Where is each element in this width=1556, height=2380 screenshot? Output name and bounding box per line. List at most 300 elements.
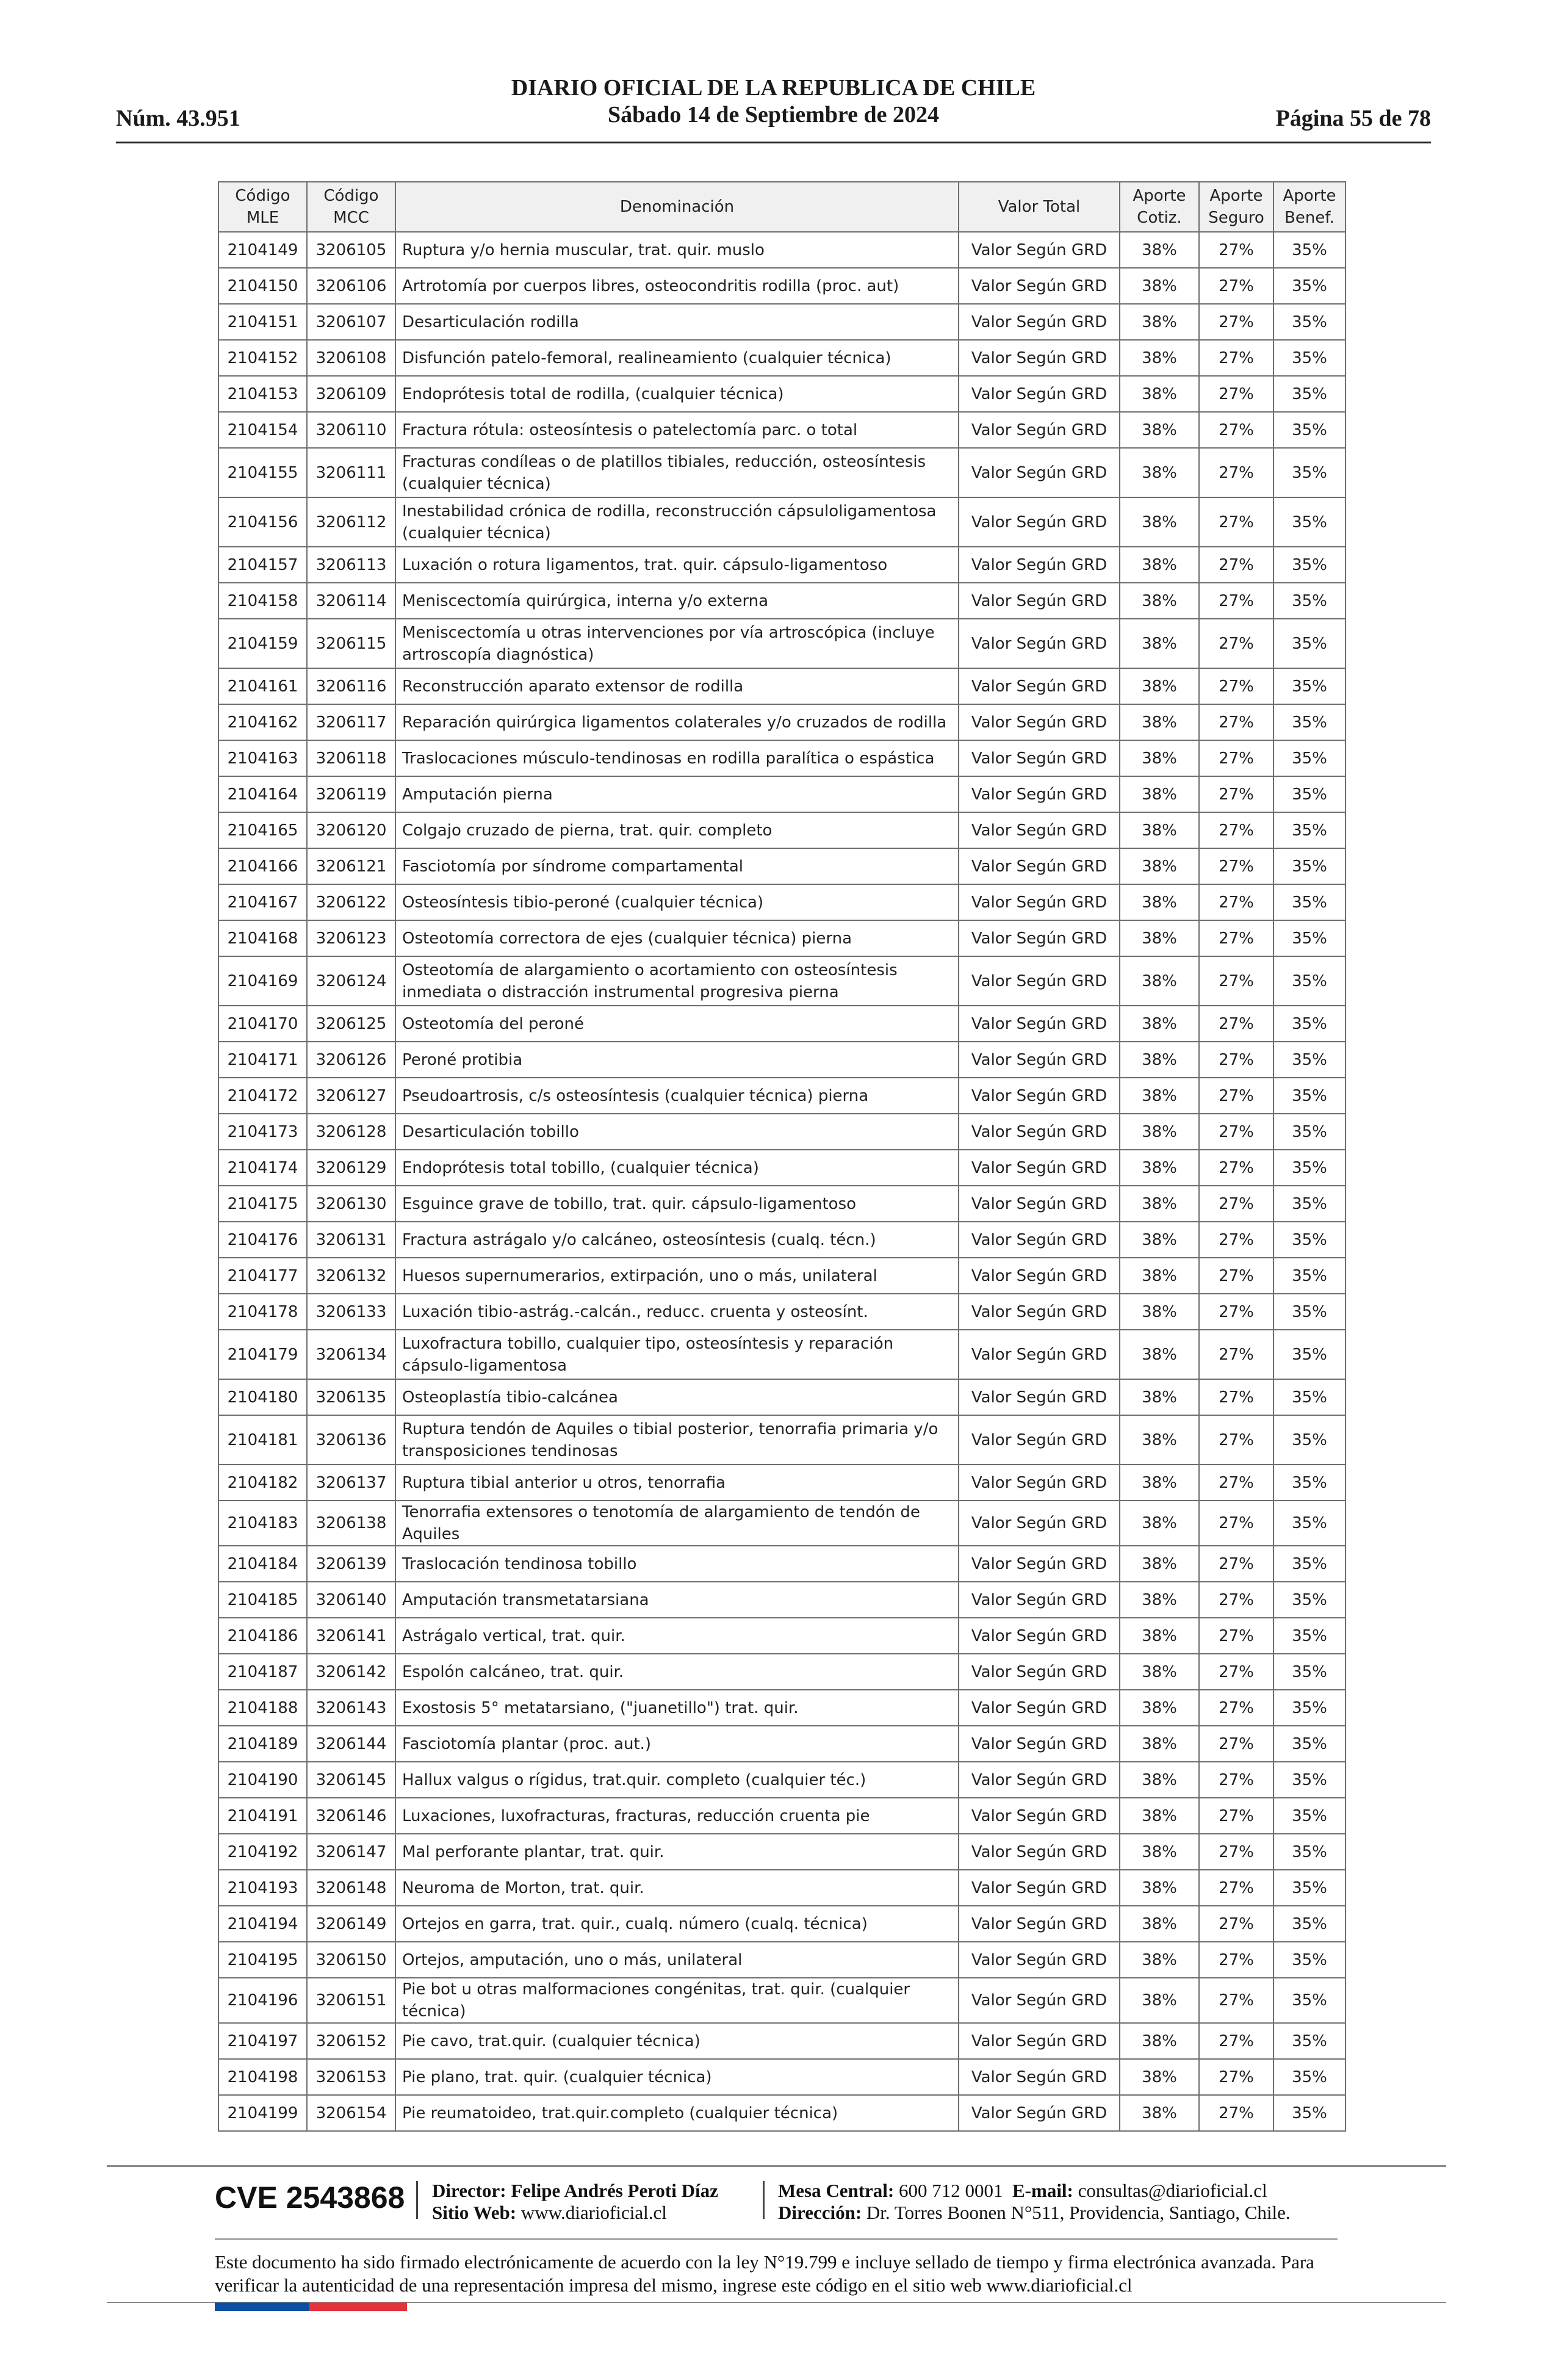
- table-row: [218, 1618, 1345, 1654]
- cell-codigo-mcc: 3206153: [307, 2059, 395, 2095]
- cell-valor-total: Valor Según GRD: [959, 268, 1120, 304]
- cell-denominacion: Neuroma de Morton, trat. quir.: [395, 1870, 959, 1906]
- cell-aporte-seguro: 27%: [1199, 1186, 1273, 1222]
- cell-denominacion: Ruptura tendón de Aquiles o tibial posterior, tenorrafia primaria y/o transposiciones tendinosas: [395, 1415, 959, 1465]
- col-header-aporte-seguro: Aporte Seguro: [1199, 182, 1273, 232]
- table-row: [218, 1834, 1345, 1870]
- cell-aporte-seguro: 27%: [1199, 1798, 1273, 1834]
- cell-denominacion: Meniscectomía u otras intervenciones por vía artroscópica (incluye artroscopía diagnóstica): [395, 619, 959, 668]
- col-header-mcc: Código MCC: [307, 182, 395, 232]
- cell-aporte-benef: 35%: [1273, 497, 1345, 547]
- cell-codigo-mcc: 3206133: [307, 1294, 395, 1330]
- cell-codigo-mcc: 3206127: [307, 1078, 395, 1114]
- cell-aporte-seguro: 27%: [1199, 1942, 1273, 1978]
- header-divider: [116, 142, 1431, 143]
- cell-aporte-seguro: 27%: [1199, 1978, 1273, 2023]
- table-row: [218, 304, 1345, 340]
- footer-separator: [416, 2181, 418, 2219]
- table-row: [218, 2059, 1345, 2095]
- cell-codigo-mle: 2104178: [218, 1294, 307, 1330]
- table-row: [218, 668, 1345, 704]
- cell-valor-total: Valor Según GRD: [959, 619, 1120, 668]
- cell-codigo-mle: 2104176: [218, 1222, 307, 1258]
- cell-aporte-benef: 35%: [1273, 920, 1345, 956]
- cell-codigo-mcc: 3206129: [307, 1150, 395, 1186]
- cell-aporte-benef: 35%: [1273, 704, 1345, 740]
- cell-codigo-mcc: 3206119: [307, 776, 395, 812]
- table-row: [218, 1415, 1345, 1465]
- table-row: [218, 956, 1345, 1006]
- cell-aporte-benef: 35%: [1273, 740, 1345, 776]
- table-row: [218, 776, 1345, 812]
- cell-denominacion: Reconstrucción aparato extensor de rodilla: [395, 668, 959, 704]
- cell-aporte-benef: 35%: [1273, 1078, 1345, 1114]
- cell-aporte-cotiz: 38%: [1120, 956, 1199, 1006]
- cell-codigo-mle: 2104166: [218, 848, 307, 884]
- cell-codigo-mcc: 3206110: [307, 412, 395, 448]
- cell-aporte-seguro: 27%: [1199, 1114, 1273, 1150]
- cell-codigo-mcc: 3206114: [307, 583, 395, 619]
- cell-codigo-mcc: 3206138: [307, 1501, 395, 1546]
- cell-codigo-mle: 2104157: [218, 547, 307, 583]
- cell-valor-total: Valor Según GRD: [959, 1762, 1120, 1798]
- cell-codigo-mle: 2104186: [218, 1618, 307, 1654]
- table-row: [218, 848, 1345, 884]
- cell-valor-total: Valor Según GRD: [959, 583, 1120, 619]
- cell-denominacion: Pie bot u otras malformaciones congénitas, trat. quir. (cualquier técnica): [395, 1978, 959, 2023]
- cell-aporte-cotiz: 38%: [1120, 547, 1199, 583]
- cell-codigo-mle: 2104161: [218, 668, 307, 704]
- website-link[interactable]: www.diarioficial.cl: [520, 2202, 667, 2223]
- cell-aporte-cotiz: 38%: [1120, 1654, 1199, 1690]
- cell-aporte-benef: 35%: [1273, 1906, 1345, 1942]
- cell-aporte-cotiz: 38%: [1120, 812, 1199, 848]
- cell-aporte-benef: 35%: [1273, 1379, 1345, 1415]
- cell-aporte-seguro: 27%: [1199, 1006, 1273, 1042]
- legal-notice: Este documento ha sido firmado electrónicamente de acuerdo con la ley N°19.799 e incluye sellado de tiempo y firma electrónica avanzada. Para verificar la autenticidad de una representación impresa del mismo, ingrese este código en el sitio web www.diarioficial.cl: [215, 2251, 1314, 2296]
- cell-codigo-mcc: 3206109: [307, 376, 395, 412]
- cve-code: CVE 2543868: [215, 2180, 405, 2215]
- cell-aporte-benef: 35%: [1273, 304, 1345, 340]
- table-row: [218, 1546, 1345, 1582]
- cell-codigo-mle: 2104154: [218, 412, 307, 448]
- cell-codigo-mle: 2104163: [218, 740, 307, 776]
- footer-director-block: Director: Felipe Andrés Peroti Díaz Sitio Web: www.diarioficial.cl: [432, 2180, 718, 2223]
- cell-codigo-mle: 2104151: [218, 304, 307, 340]
- cell-aporte-cotiz: 38%: [1120, 1114, 1199, 1150]
- cell-valor-total: Valor Según GRD: [959, 2023, 1120, 2059]
- cell-denominacion: Artrotomía por cuerpos libres, osteocondritis rodilla (proc. aut): [395, 268, 959, 304]
- col-header-denominacion: Denominación: [395, 182, 959, 232]
- table-row: [218, 704, 1345, 740]
- cell-denominacion: Luxación tibio-astrág.-calcán., reducc. cruenta y osteosínt.: [395, 1294, 959, 1330]
- cell-aporte-benef: 35%: [1273, 1294, 1345, 1330]
- cell-aporte-seguro: 27%: [1199, 1042, 1273, 1078]
- cell-aporte-cotiz: 38%: [1120, 497, 1199, 547]
- cell-aporte-benef: 35%: [1273, 1114, 1345, 1150]
- cell-codigo-mcc: 3206108: [307, 340, 395, 376]
- cell-aporte-benef: 35%: [1273, 1798, 1345, 1834]
- cell-aporte-seguro: 27%: [1199, 1546, 1273, 1582]
- cell-denominacion: Colgajo cruzado de pierna, trat. quir. completo: [395, 812, 959, 848]
- procedures-table: [218, 181, 1346, 2132]
- cell-aporte-seguro: 27%: [1199, 2059, 1273, 2095]
- cell-aporte-cotiz: 38%: [1120, 1415, 1199, 1465]
- cell-aporte-cotiz: 38%: [1120, 1726, 1199, 1762]
- cell-aporte-cotiz: 38%: [1120, 1330, 1199, 1379]
- cell-aporte-seguro: 27%: [1199, 1690, 1273, 1726]
- cell-codigo-mcc: 3206139: [307, 1546, 395, 1582]
- table-row: [218, 1762, 1345, 1798]
- cell-denominacion: Fasciotomía por síndrome compartamental: [395, 848, 959, 884]
- cell-aporte-seguro: 27%: [1199, 1078, 1273, 1114]
- cell-codigo-mle: 2104187: [218, 1654, 307, 1690]
- cell-codigo-mcc: 3206106: [307, 268, 395, 304]
- cell-codigo-mcc: 3206131: [307, 1222, 395, 1258]
- cell-aporte-cotiz: 38%: [1120, 232, 1199, 268]
- cell-aporte-seguro: 27%: [1199, 268, 1273, 304]
- cell-valor-total: Valor Según GRD: [959, 497, 1120, 547]
- cell-denominacion: Ruptura y/o hernia muscular, trat. quir. muslo: [395, 232, 959, 268]
- cell-aporte-benef: 35%: [1273, 812, 1345, 848]
- cell-codigo-mle: 2104172: [218, 1078, 307, 1114]
- cell-denominacion: Fracturas condíleas o de platillos tibiales, reducción, osteosíntesis (cualquier técnica): [395, 448, 959, 497]
- cell-codigo-mle: 2104191: [218, 1798, 307, 1834]
- table-row: [218, 1042, 1345, 1078]
- cell-denominacion: Osteotomía del peroné: [395, 1006, 959, 1042]
- cell-denominacion: Traslocación tendinosa tobillo: [395, 1546, 959, 1582]
- cell-aporte-benef: 35%: [1273, 1186, 1345, 1222]
- cell-aporte-benef: 35%: [1273, 1042, 1345, 1078]
- table-row: [218, 1906, 1345, 1942]
- cell-denominacion: Amputación pierna: [395, 776, 959, 812]
- cell-denominacion: Endoprótesis total tobillo, (cualquier técnica): [395, 1150, 959, 1186]
- cell-codigo-mcc: 3206132: [307, 1258, 395, 1294]
- cell-aporte-benef: 35%: [1273, 376, 1345, 412]
- cell-denominacion: Meniscectomía quirúrgica, interna y/o externa: [395, 583, 959, 619]
- table-row: [218, 1222, 1345, 1258]
- cell-codigo-mle: 2104153: [218, 376, 307, 412]
- table-row: [218, 740, 1345, 776]
- cell-aporte-seguro: 27%: [1199, 1258, 1273, 1294]
- cell-aporte-seguro: 27%: [1199, 583, 1273, 619]
- cell-denominacion: Astrágalo vertical, trat. quir.: [395, 1618, 959, 1654]
- cell-denominacion: Traslocaciones músculo-tendinosas en rodilla paralítica o espástica: [395, 740, 959, 776]
- col-header-aporte-benef: Aporte Benef.: [1273, 182, 1345, 232]
- cell-aporte-benef: 35%: [1273, 1726, 1345, 1762]
- cell-valor-total: Valor Según GRD: [959, 1546, 1120, 1582]
- cell-aporte-benef: 35%: [1273, 268, 1345, 304]
- cell-denominacion: Osteosíntesis tibio-peroné (cualquier técnica): [395, 884, 959, 920]
- cell-aporte-benef: 35%: [1273, 1222, 1345, 1258]
- cell-codigo-mle: 2104165: [218, 812, 307, 848]
- cell-valor-total: Valor Según GRD: [959, 740, 1120, 776]
- cell-aporte-benef: 35%: [1273, 619, 1345, 668]
- cell-denominacion: Reparación quirúrgica ligamentos colaterales y/o cruzados de rodilla: [395, 704, 959, 740]
- cell-valor-total: Valor Según GRD: [959, 776, 1120, 812]
- cell-aporte-cotiz: 38%: [1120, 2059, 1199, 2095]
- page-number: Página 55 de 78: [1275, 106, 1431, 131]
- cell-valor-total: Valor Según GRD: [959, 232, 1120, 268]
- col-header-mle: Código MLE: [218, 182, 307, 232]
- cell-denominacion: Exostosis 5° metatarsiano, ("juanetillo") trat. quir.: [395, 1690, 959, 1726]
- cell-codigo-mle: 2104193: [218, 1870, 307, 1906]
- cell-codigo-mcc: 3206144: [307, 1726, 395, 1762]
- cell-codigo-mle: 2104150: [218, 268, 307, 304]
- cell-denominacion: Amputación transmetatarsiana: [395, 1582, 959, 1618]
- cell-aporte-benef: 35%: [1273, 1258, 1345, 1294]
- cell-aporte-cotiz: 38%: [1120, 1762, 1199, 1798]
- cell-aporte-seguro: 27%: [1199, 920, 1273, 956]
- cell-aporte-seguro: 27%: [1199, 1618, 1273, 1654]
- cell-aporte-cotiz: 38%: [1120, 704, 1199, 740]
- footer-contact-block: Mesa Central: 600 712 0001 E-mail: consultas@diarioficial.cl Dirección: Dr. Torres Boonen N°511, Providencia, Santiago, Chile.: [778, 2180, 1291, 2223]
- cell-aporte-seguro: 27%: [1199, 956, 1273, 1006]
- table-row: [218, 1798, 1345, 1834]
- page-header: [116, 74, 1431, 143]
- cell-denominacion: Hallux valgus o rígidus, trat.quir. completo (cualquier téc.): [395, 1762, 959, 1798]
- table-row: [218, 1330, 1345, 1379]
- cell-codigo-mcc: 3206126: [307, 1042, 395, 1078]
- cell-denominacion: Espolón calcáneo, trat. quir.: [395, 1654, 959, 1690]
- cell-aporte-benef: 35%: [1273, 2059, 1345, 2095]
- cell-denominacion: Desarticulación tobillo: [395, 1114, 959, 1150]
- cell-codigo-mle: 2104171: [218, 1042, 307, 1078]
- cell-codigo-mcc: 3206143: [307, 1690, 395, 1726]
- cell-codigo-mle: 2104182: [218, 1465, 307, 1501]
- cell-codigo-mle: 2104156: [218, 497, 307, 547]
- cell-codigo-mle: 2104198: [218, 2059, 307, 2095]
- cell-valor-total: Valor Según GRD: [959, 412, 1120, 448]
- cell-aporte-benef: 35%: [1273, 848, 1345, 884]
- cell-aporte-benef: 35%: [1273, 232, 1345, 268]
- table-row: [218, 920, 1345, 956]
- cell-aporte-seguro: 27%: [1199, 740, 1273, 776]
- cell-aporte-benef: 35%: [1273, 2023, 1345, 2059]
- cell-valor-total: Valor Según GRD: [959, 1501, 1120, 1546]
- cell-aporte-benef: 35%: [1273, 1465, 1345, 1501]
- cell-aporte-cotiz: 38%: [1120, 1258, 1199, 1294]
- table-row: [218, 2023, 1345, 2059]
- cell-aporte-seguro: 27%: [1199, 1379, 1273, 1415]
- cell-valor-total: Valor Según GRD: [959, 1870, 1120, 1906]
- cell-aporte-cotiz: 38%: [1120, 1379, 1199, 1415]
- table-row: [218, 1186, 1345, 1222]
- cell-aporte-benef: 35%: [1273, 340, 1345, 376]
- cell-valor-total: Valor Según GRD: [959, 1078, 1120, 1114]
- cell-aporte-benef: 35%: [1273, 1006, 1345, 1042]
- cell-valor-total: Valor Según GRD: [959, 1186, 1120, 1222]
- cell-aporte-benef: 35%: [1273, 448, 1345, 497]
- cell-aporte-seguro: 27%: [1199, 619, 1273, 668]
- cell-denominacion: Tenorrafia extensores o tenotomía de alargamiento de tendón de Aquiles: [395, 1501, 959, 1546]
- table-row: [218, 583, 1345, 619]
- cell-denominacion: Huesos supernumerarios, extirpación, uno o más, unilateral: [395, 1258, 959, 1294]
- cell-aporte-seguro: 27%: [1199, 776, 1273, 812]
- cell-valor-total: Valor Según GRD: [959, 340, 1120, 376]
- cell-valor-total: Valor Según GRD: [959, 848, 1120, 884]
- cell-aporte-cotiz: 38%: [1120, 1978, 1199, 2023]
- cell-codigo-mcc: 3206128: [307, 1114, 395, 1150]
- cell-aporte-benef: 35%: [1273, 1582, 1345, 1618]
- cell-codigo-mle: 2104195: [218, 1942, 307, 1978]
- email-link[interactable]: consultas@diarioficial.cl: [1078, 2180, 1267, 2201]
- cell-codigo-mcc: 3206125: [307, 1006, 395, 1042]
- cell-codigo-mle: 2104183: [218, 1501, 307, 1546]
- cell-denominacion: Pie reumatoideo, trat.quir.completo (cualquier técnica): [395, 2095, 959, 2131]
- flag-bar-blue: [215, 2302, 309, 2311]
- table-row: [218, 1379, 1345, 1415]
- cell-valor-total: Valor Según GRD: [959, 1379, 1120, 1415]
- table-row: [218, 268, 1345, 304]
- cell-aporte-cotiz: 38%: [1120, 412, 1199, 448]
- cell-valor-total: Valor Según GRD: [959, 1222, 1120, 1258]
- cell-aporte-seguro: 27%: [1199, 1222, 1273, 1258]
- cell-valor-total: Valor Según GRD: [959, 2095, 1120, 2131]
- cell-codigo-mcc: 3206123: [307, 920, 395, 956]
- cell-denominacion: Fractura astrágalo y/o calcáneo, osteosíntesis (cualq. técn.): [395, 1222, 959, 1258]
- cell-denominacion: Fractura rótula: osteosíntesis o patelectomía parc. o total: [395, 412, 959, 448]
- cell-aporte-cotiz: 38%: [1120, 1042, 1199, 1078]
- cell-codigo-mcc: 3206142: [307, 1654, 395, 1690]
- phone-number: 600 712 0001: [899, 2180, 1003, 2201]
- cell-aporte-cotiz: 38%: [1120, 1618, 1199, 1654]
- table-row: [218, 412, 1345, 448]
- cell-denominacion: Desarticulación rodilla: [395, 304, 959, 340]
- table-header-row: [218, 182, 1345, 232]
- cell-denominacion: Fasciotomía plantar (proc. aut.): [395, 1726, 959, 1762]
- cell-aporte-benef: 35%: [1273, 1150, 1345, 1186]
- cell-codigo-mle: 2104194: [218, 1906, 307, 1942]
- col-header-aporte-cotiz: Aporte Cotiz.: [1120, 182, 1199, 232]
- cell-codigo-mcc: 3206137: [307, 1465, 395, 1501]
- cell-codigo-mcc: 3206141: [307, 1618, 395, 1654]
- cell-codigo-mle: 2104199: [218, 2095, 307, 2131]
- cell-aporte-benef: 35%: [1273, 956, 1345, 1006]
- cell-aporte-benef: 35%: [1273, 1501, 1345, 1546]
- cell-codigo-mle: 2104181: [218, 1415, 307, 1465]
- footer-divider-mid: [215, 2238, 1338, 2240]
- cell-valor-total: Valor Según GRD: [959, 1042, 1120, 1078]
- cell-valor-total: Valor Según GRD: [959, 1834, 1120, 1870]
- cell-aporte-benef: 35%: [1273, 1618, 1345, 1654]
- cell-codigo-mle: 2104170: [218, 1006, 307, 1042]
- cell-valor-total: Valor Según GRD: [959, 812, 1120, 848]
- cell-codigo-mcc: 3206146: [307, 1798, 395, 1834]
- cell-valor-total: Valor Según GRD: [959, 1330, 1120, 1379]
- cell-aporte-benef: 35%: [1273, 1870, 1345, 1906]
- cell-aporte-seguro: 27%: [1199, 1501, 1273, 1546]
- cell-aporte-seguro: 27%: [1199, 448, 1273, 497]
- cell-aporte-benef: 35%: [1273, 776, 1345, 812]
- cell-codigo-mle: 2104158: [218, 583, 307, 619]
- table-row: [218, 1870, 1345, 1906]
- cell-aporte-cotiz: 38%: [1120, 376, 1199, 412]
- cell-valor-total: Valor Según GRD: [959, 1006, 1120, 1042]
- cell-aporte-cotiz: 38%: [1120, 619, 1199, 668]
- cell-denominacion: Luxación o rotura ligamentos, trat. quir. cápsulo-ligamentoso: [395, 547, 959, 583]
- cell-aporte-benef: 35%: [1273, 1330, 1345, 1379]
- director-name: Felipe Andrés Peroti Díaz: [511, 2180, 718, 2201]
- footer-divider-top: [107, 2165, 1446, 2167]
- cell-codigo-mcc: 3206122: [307, 884, 395, 920]
- cell-aporte-benef: 35%: [1273, 1762, 1345, 1798]
- cell-aporte-cotiz: 38%: [1120, 1798, 1199, 1834]
- cell-aporte-benef: 35%: [1273, 1546, 1345, 1582]
- cell-denominacion: Ortejos en garra, trat. quir., cualq. número (cualq. técnica): [395, 1906, 959, 1942]
- cell-denominacion: Peroné protibia: [395, 1042, 959, 1078]
- cell-codigo-mcc: 3206117: [307, 704, 395, 740]
- cell-codigo-mle: 2104180: [218, 1379, 307, 1415]
- cell-aporte-seguro: 27%: [1199, 1906, 1273, 1942]
- cell-valor-total: Valor Según GRD: [959, 1906, 1120, 1942]
- cell-codigo-mcc: 3206111: [307, 448, 395, 497]
- cell-codigo-mle: 2104152: [218, 340, 307, 376]
- cell-valor-total: Valor Según GRD: [959, 1258, 1120, 1294]
- cell-aporte-benef: 35%: [1273, 1415, 1345, 1465]
- cell-codigo-mcc: 3206149: [307, 1906, 395, 1942]
- cell-aporte-seguro: 27%: [1199, 1726, 1273, 1762]
- issue-number: Núm. 43.951: [116, 106, 240, 131]
- table-row: [218, 340, 1345, 376]
- cell-codigo-mcc: 3206121: [307, 848, 395, 884]
- cell-aporte-cotiz: 38%: [1120, 448, 1199, 497]
- cell-aporte-cotiz: 38%: [1120, 1834, 1199, 1870]
- cell-codigo-mcc: 3206120: [307, 812, 395, 848]
- cell-codigo-mcc: 3206107: [307, 304, 395, 340]
- cell-valor-total: Valor Según GRD: [959, 956, 1120, 1006]
- cell-codigo-mcc: 3206151: [307, 1978, 395, 2023]
- cell-denominacion: Luxaciones, luxofracturas, fracturas, reducción cruenta pie: [395, 1798, 959, 1834]
- table-row: [218, 232, 1345, 268]
- cell-aporte-seguro: 27%: [1199, 884, 1273, 920]
- cell-aporte-seguro: 27%: [1199, 1870, 1273, 1906]
- cell-aporte-cotiz: 38%: [1120, 340, 1199, 376]
- cell-codigo-mcc: 3206152: [307, 2023, 395, 2059]
- cell-denominacion: Mal perforante plantar, trat. quir.: [395, 1834, 959, 1870]
- cell-valor-total: Valor Según GRD: [959, 1690, 1120, 1726]
- cell-aporte-cotiz: 38%: [1120, 1222, 1199, 1258]
- cell-aporte-cotiz: 38%: [1120, 1186, 1199, 1222]
- col-header-valor-total: Valor Total: [959, 182, 1120, 232]
- table-row: [218, 1942, 1345, 1978]
- cell-valor-total: Valor Según GRD: [959, 1726, 1120, 1762]
- cell-denominacion: Ruptura tibial anterior u otros, tenorrafia: [395, 1465, 959, 1501]
- cell-codigo-mle: 2104167: [218, 884, 307, 920]
- cell-codigo-mcc: 3206124: [307, 956, 395, 1006]
- table-row: [218, 1114, 1345, 1150]
- cell-codigo-mle: 2104192: [218, 1834, 307, 1870]
- cell-aporte-cotiz: 38%: [1120, 920, 1199, 956]
- cell-valor-total: Valor Según GRD: [959, 1150, 1120, 1186]
- cell-denominacion: Osteotomía de alargamiento o acortamiento con osteosíntesis inmediata o distracción instrumental progresiva pierna: [395, 956, 959, 1006]
- cell-codigo-mle: 2104164: [218, 776, 307, 812]
- cell-valor-total: Valor Según GRD: [959, 704, 1120, 740]
- cell-denominacion: Endoprótesis total de rodilla, (cualquier técnica): [395, 376, 959, 412]
- cell-aporte-seguro: 27%: [1199, 1654, 1273, 1690]
- cell-aporte-seguro: 27%: [1199, 2023, 1273, 2059]
- cell-aporte-benef: 35%: [1273, 547, 1345, 583]
- cell-aporte-seguro: 27%: [1199, 1330, 1273, 1379]
- table-row: [218, 619, 1345, 668]
- cell-valor-total: Valor Según GRD: [959, 1798, 1120, 1834]
- cell-codigo-mle: 2104149: [218, 232, 307, 268]
- cell-aporte-seguro: 27%: [1199, 704, 1273, 740]
- cell-aporte-seguro: 27%: [1199, 1762, 1273, 1798]
- table-row: [218, 812, 1345, 848]
- cell-aporte-seguro: 27%: [1199, 1294, 1273, 1330]
- cell-aporte-cotiz: 38%: [1120, 1150, 1199, 1186]
